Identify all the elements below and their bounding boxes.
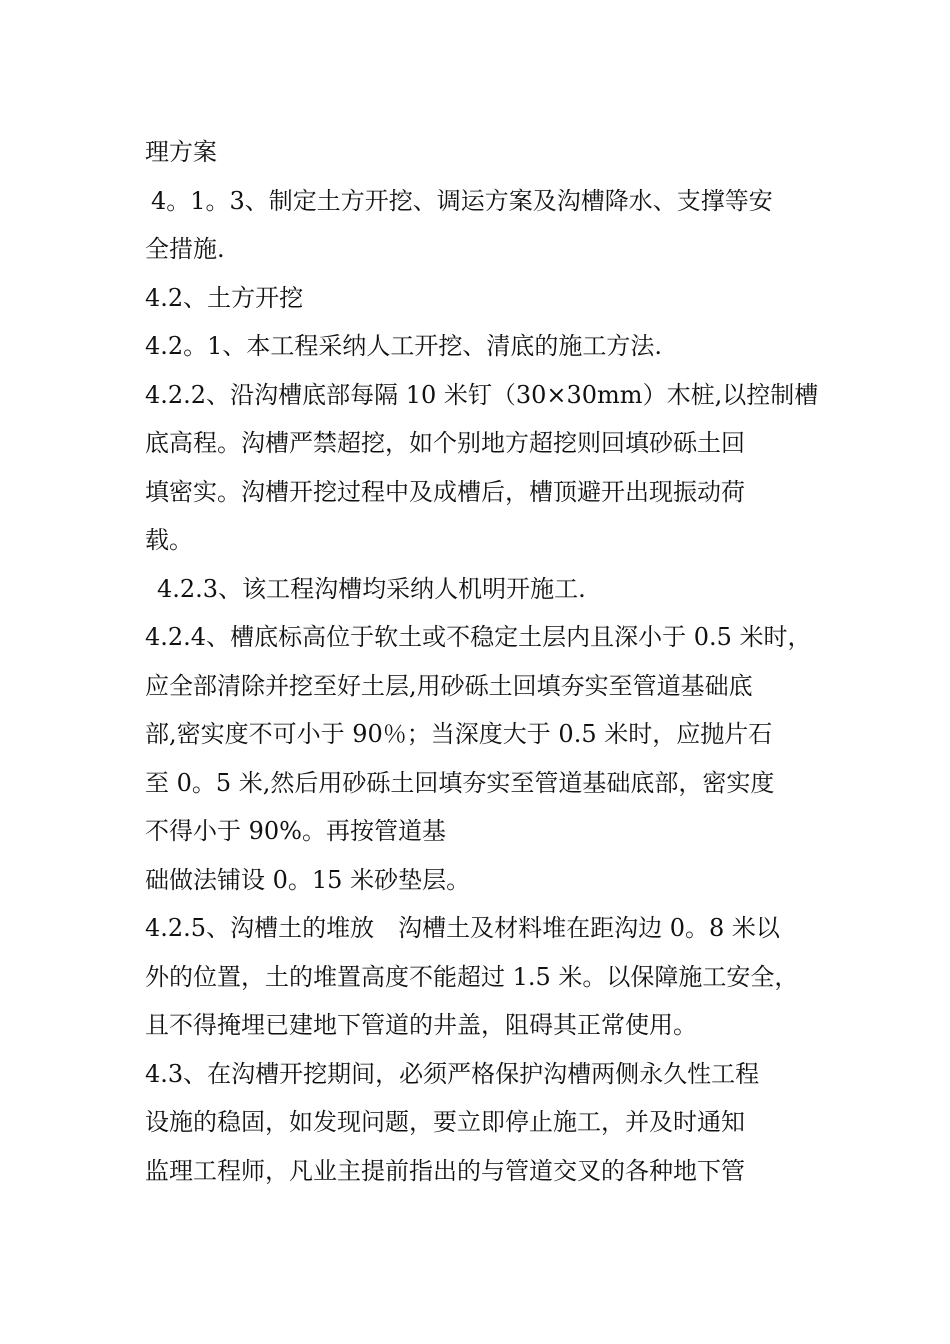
- text-line-7: 底高程。沟槽严禁超挖，如个别地方超挖则回填砂砾土回: [145, 429, 745, 457]
- text-line-13: 部,密实度不可小于 90％；当深度大于 0.5 米时，应抛片石: [145, 720, 773, 748]
- text-line-3: 全措施.: [145, 235, 225, 263]
- section-heading-4-2: 4.2、土方开挖: [145, 283, 304, 312]
- text-line-10: 4.2.3、该工程沟槽均采纳人机明开施工.: [157, 574, 586, 603]
- text-line-18: 外的位置，土的堆置高度不能超过 1.5 米。以保障施工安全，: [145, 962, 799, 991]
- text-line-6: 4.2.2、沿沟槽底部每隔 10 米钉（30×30mm）木桩,以控制槽: [145, 380, 819, 409]
- text-line-14: 至 0。5 米,然后用砂砾土回填夯实至管道基础底部，密实度: [145, 768, 775, 797]
- text-line-21: 设施的稳固，如发现问题，要立即停止施工，并及时通知: [145, 1108, 745, 1136]
- text-line-1: 理方案: [145, 138, 217, 166]
- text-line-9: 载。: [145, 526, 193, 554]
- text-line-19: 且不得掩埋已建地下管道的井盖，阻碍其正常使用。: [145, 1011, 697, 1039]
- text-line-8: 填密实。沟槽开挖过程中及成槽后，槽顶避开出现振动荷: [145, 477, 745, 506]
- text-line-17: 4.2.5、沟槽土的堆放 沟槽土及材料堆在距沟边 0。8 米以: [145, 914, 780, 942]
- text-line-20: 4.3、在沟槽开挖期间，必须严格保护沟槽两侧永久性工程: [145, 1059, 760, 1088]
- document-body: [145, 128, 825, 1195]
- text-line-16: 础做法铺设 0。15 米砂垫层。: [145, 865, 471, 894]
- text-line-5: 4.2。1、本工程采纳人工开挖、清底的施工方法.: [145, 332, 663, 360]
- text-line-22: 监理工程师，凡业主提前指出的与管道交叉的各种地下管: [145, 1156, 745, 1185]
- text-line-2: 4。1。3、制定土方开挖、调运方案及沟槽降水、支撑等安: [151, 186, 773, 215]
- text-line-15: 不得小于 90%。再按管道基: [145, 817, 446, 845]
- text-line-12: 应全部清除并挖至好土层,用砂砾土回填夯实至管道基础底: [145, 671, 753, 700]
- text-line-11: 4.2.4、槽底标高位于软土或不稳定土层内且深小于 0.5 米时，: [145, 623, 812, 651]
